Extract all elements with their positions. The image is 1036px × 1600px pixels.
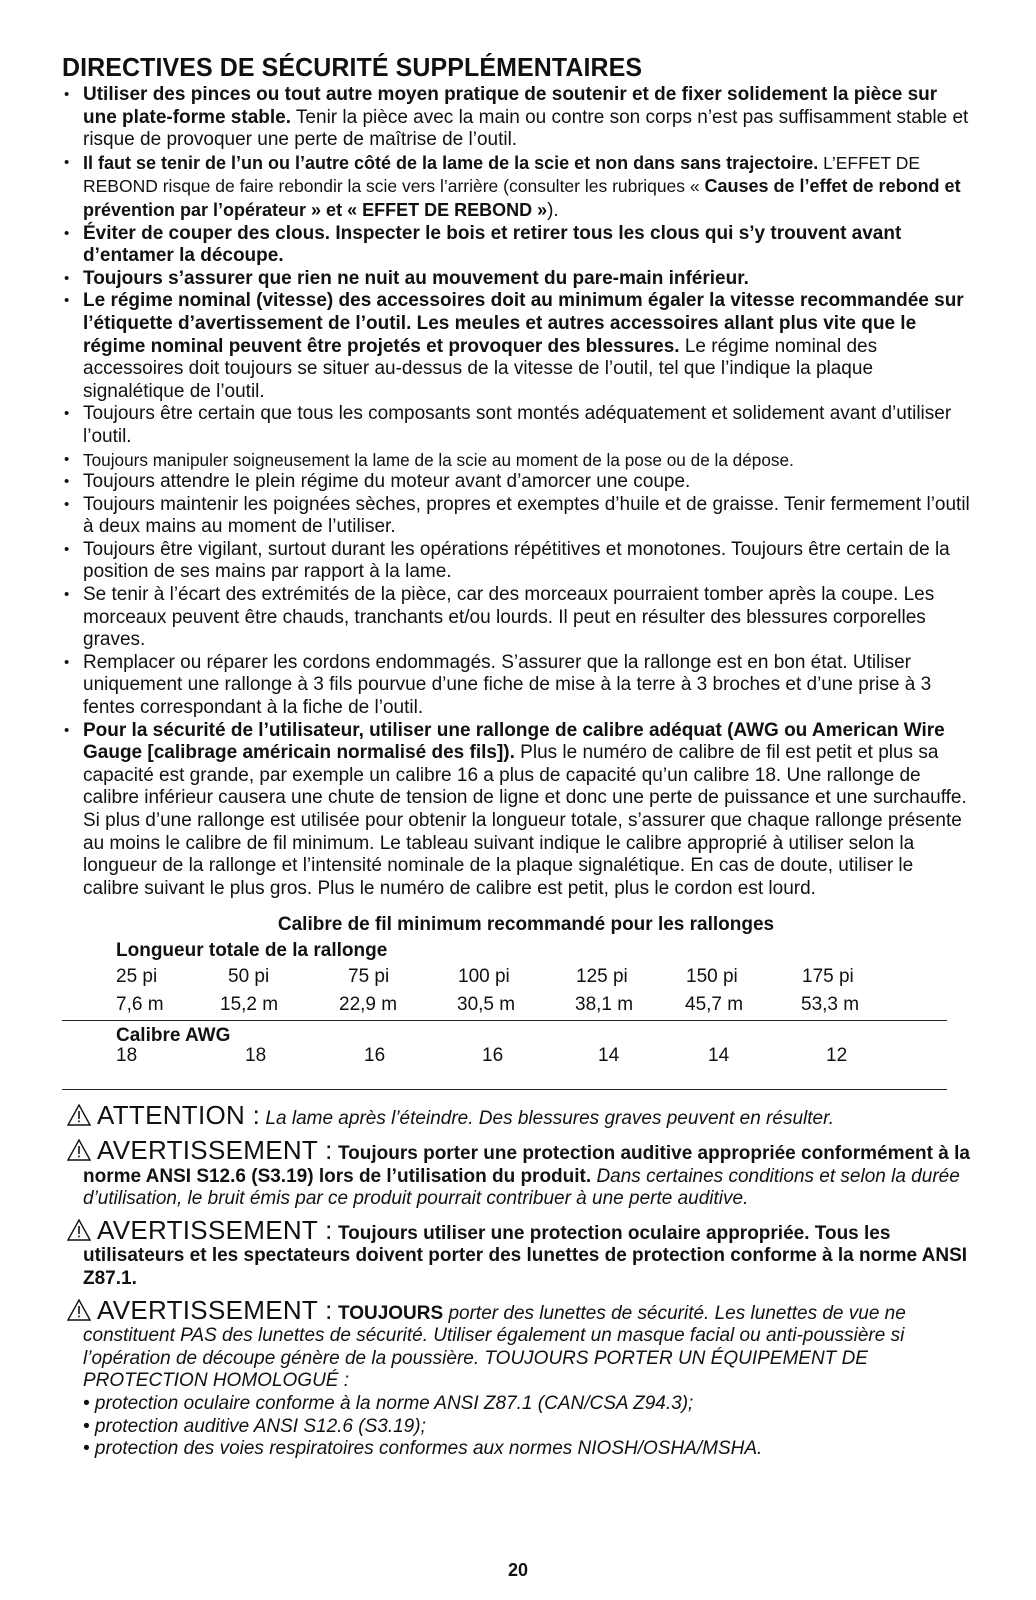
manual-page bbox=[62, 52, 972, 1461]
bullet-bold: Toujours s’assurer que rien ne nuit au mouvement du pare-main inférieur. bbox=[83, 267, 749, 289]
safety-glasses-warning bbox=[62, 1294, 972, 1461]
table-title: Calibre de fil minimum recommandé pour les rallonges bbox=[277, 914, 775, 936]
page-number: 20 bbox=[507, 1560, 529, 1580]
list-item bbox=[62, 84, 972, 152]
warning-bold-text: Toujours porter une protection auditive appropriée conformément à la norme ANSI S12.6 (S3.19) lors de l’utilisation du produit. bbox=[83, 1142, 970, 1187]
bullet-bold: Le régime nominal (vitesse) des accessoires doit au minimum égaler la vitesse recommandée sur l’étiquette d’avertissement de l’outil. Les meules et autres accessoires allant plus vite que le régime nominal peuvent être projetés et provoquer des blessures. bbox=[83, 290, 964, 357]
warning-triangle-icon bbox=[67, 1219, 91, 1241]
warning-bold-text: Toujours utiliser une protection oculaire appropriée. Tous les utilisateurs et les spectateurs doivent porter des lunettes de protection conforme à la norme ANSI Z87.1. bbox=[83, 1222, 968, 1289]
list-item bbox=[62, 403, 972, 448]
hearing-warning bbox=[62, 1134, 972, 1211]
protection-item: • protection des voies respiratoires conformes aux normes NIOSH/OSHA/MSHA. bbox=[83, 1438, 763, 1460]
table-cell: 16 bbox=[482, 1045, 504, 1067]
bullet-text: Le régime nominal des accessoires doit toujours se situer au-dessus de la vitesse de l’outil, tel que l’indique la plaque signalétique de l’outil. bbox=[83, 335, 878, 402]
table-cell: 25 pi bbox=[116, 966, 158, 988]
table-cell: 38,1 m bbox=[575, 994, 634, 1016]
table-cell: 45,7 m bbox=[685, 994, 744, 1016]
warning-triangle-icon bbox=[67, 1299, 91, 1321]
list-item bbox=[62, 152, 972, 223]
table-cell: 30,5 m bbox=[457, 994, 516, 1016]
bullet-text: Toujours être vigilant, surtout durant les opérations répétitives et monotones. Toujours être certain de la position de ses mains par rapport à la lame. bbox=[83, 538, 950, 583]
list-item bbox=[62, 539, 972, 584]
table-cell: 14 bbox=[598, 1045, 620, 1067]
table-cell: 150 pi bbox=[686, 966, 738, 988]
list-item bbox=[62, 290, 972, 403]
attention-text: La lame après l’éteindre. Des blessures graves peuvent en résulter. bbox=[260, 1108, 834, 1130]
table-bottom-divider bbox=[62, 1089, 947, 1090]
bullet-text: Toujours manipuler soigneusement la lame de la scie au moment de la pose ou de la dépose. bbox=[83, 449, 794, 470]
table-cell: 14 bbox=[708, 1045, 730, 1067]
safety-bullet-list bbox=[62, 84, 972, 900]
eye-protection-warning bbox=[62, 1214, 972, 1291]
warning-label: AVERTISSEMENT : bbox=[97, 1134, 333, 1165]
table-cell: 15,2 m bbox=[220, 994, 279, 1016]
table-cell: 22,9 m bbox=[339, 994, 398, 1016]
bullet-bold: Utiliser des pinces ou tout autre moyen pratique de soutenir et de fixer solidement la pièce sur une plate-forme stable. bbox=[83, 84, 938, 128]
bullet-text: Remplacer ou réparer les cordons endommagés. S’assurer que la rallonge est en bon état. Utiliser uniquement une rallonge à 3 fils pourvue d’une fiche de mise à la terre à 3 broches et d’une prise à 3 fentes correspondant à la fiche de l’outil. bbox=[83, 651, 932, 719]
table-cell: 100 pi bbox=[458, 966, 510, 988]
extension-cord-table bbox=[62, 912, 952, 1090]
list-item bbox=[62, 268, 972, 291]
table-gauge-label: Calibre AWG bbox=[116, 1025, 231, 1047]
list-item bbox=[62, 449, 972, 472]
table-cell: 18 bbox=[245, 1045, 267, 1067]
warning-italic-text: porter des lunettes de sécurité. Les lunettes de vue ne constituent PAS des lunettes de sécurité. Utiliser également un masque facial ou anti-poussière si l’opération de découpe génère de la poussière. TOUJOURS PORTER UN ÉQUIPEMENT DE PROTECTION HOMOLOGUÉ : bbox=[83, 1302, 906, 1392]
list-item bbox=[62, 720, 972, 901]
table-divider bbox=[62, 1020, 947, 1021]
warning-triangle-icon bbox=[67, 1104, 91, 1126]
bullet-text: Toujours attendre le plein régime du moteur avant d’amorcer une coupe. bbox=[83, 471, 691, 493]
list-item bbox=[62, 584, 972, 652]
table-cell: 75 pi bbox=[348, 966, 390, 988]
bullet-bold: Éviter de couper des clous. Inspecter le bois et retirer tous les clous qui s’y trouvent avant d’entamer la découpe. bbox=[83, 222, 902, 267]
table-cell: 18 bbox=[116, 1045, 138, 1067]
table-row-feet bbox=[62, 964, 952, 992]
list-item bbox=[62, 223, 972, 268]
attention-label: ATTENTION : bbox=[97, 1100, 261, 1131]
bullet-text: ). bbox=[547, 199, 559, 221]
protection-item: • protection auditive ANSI S12.6 (S3.19); bbox=[83, 1415, 426, 1437]
bullet-text: L’EFFET DE REBOND risque de faire rebondir la scie vers l’arrière (consulter les rubriques « bbox=[83, 152, 921, 197]
bullet-text: Plus le numéro de calibre de fil est petit et plus sa capacité est grande, par exemple un calibre 16 a plus de capacité qu’un calibre 18. Une rallonge de calibre inférieur causera une chute de tension de ligne et donc une perte de puissance et une surchauffe. Si plus d’une rallonge est utilisée pour obtenir la longueur totale, s’assurer que chaque rallonge présente au moins le calibre de fil minimum. Le tableau suivant indique le calibre approprié à utiliser selon la longueur de la rallonge et l’intensité nominale de la plaque signalétique. En cas de doute, utiliser le calibre suivant le plus gros. Plus le numéro de calibre est petit, plus le cordon est lourd. bbox=[83, 742, 967, 899]
table-cell: 175 pi bbox=[802, 966, 854, 988]
bullet-bold: Causes de l’effet de rebond et prévention par l’opérateur » et « EFFET DE REBOND » bbox=[83, 176, 961, 220]
bullet-bold: Pour la sécurité de l’utilisateur, utiliser une rallonge de calibre adéquat (AWG ou American Wire Gauge [calibrage américain normalisé des fils]). bbox=[83, 719, 945, 764]
warning-bold-text: TOUJOURS bbox=[332, 1302, 444, 1324]
table-length-label: Longueur totale de la rallonge bbox=[116, 940, 388, 962]
page-heading: DIRECTIVES DE SÉCURITÉ SUPPLÉMENTAIRES bbox=[62, 52, 643, 82]
attention-notice bbox=[62, 1100, 972, 1131]
list-item bbox=[62, 471, 972, 494]
table-cell: 125 pi bbox=[576, 966, 628, 988]
table-row-gauge bbox=[62, 1047, 952, 1071]
list-item bbox=[62, 652, 972, 720]
bullet-text: Se tenir à l’écart des extrémités de la pièce, car des morceaux pourraient tomber après la coupe. Les morceaux peuvent être chauds, tranchants et/ou lourds. Il peut en résulter des blessures corporelles graves. bbox=[83, 584, 935, 651]
warning-label: AVERTISSEMENT : bbox=[97, 1294, 333, 1325]
table-cell: 50 pi bbox=[228, 966, 270, 988]
warning-italic-text: Dans certaines conditions et selon la durée d’utilisation, le bruit émis par ce produit pourrait contribuer à une perte auditive. bbox=[83, 1165, 960, 1210]
bullet-text: Tenir la pièce avec la main ou contre son corps n’est pas suffisamment stable et risque de provoquer une perte de maîtrise de l’outil. bbox=[83, 106, 969, 151]
table-cell: 16 bbox=[364, 1045, 386, 1067]
warning-label: AVERTISSEMENT : bbox=[97, 1214, 333, 1245]
bullet-text: Toujours être certain que tous les composants sont montés adéquatement et solidement avant d’utiliser l’outil. bbox=[83, 403, 952, 447]
table-cell: 12 bbox=[826, 1045, 848, 1067]
warning-triangle-icon bbox=[67, 1139, 91, 1161]
list-item bbox=[62, 494, 972, 539]
table-cell: 7,6 m bbox=[116, 994, 164, 1016]
table-row-meters bbox=[62, 992, 952, 1020]
bullet-bold: Il faut se tenir de l’un ou l’autre côté de la lame de la scie et non dans sans trajectoire. bbox=[83, 152, 819, 173]
table-cell: 53,3 m bbox=[801, 994, 860, 1016]
protection-item: • protection oculaire conforme à la norme ANSI Z87.1 (CAN/CSA Z94.3); bbox=[83, 1392, 694, 1414]
bullet-text: Toujours maintenir les poignées sèches, propres et exemptes d’huile et de graisse. Tenir fermement l’outil à deux mains au moment de l’utiliser. bbox=[83, 493, 970, 538]
